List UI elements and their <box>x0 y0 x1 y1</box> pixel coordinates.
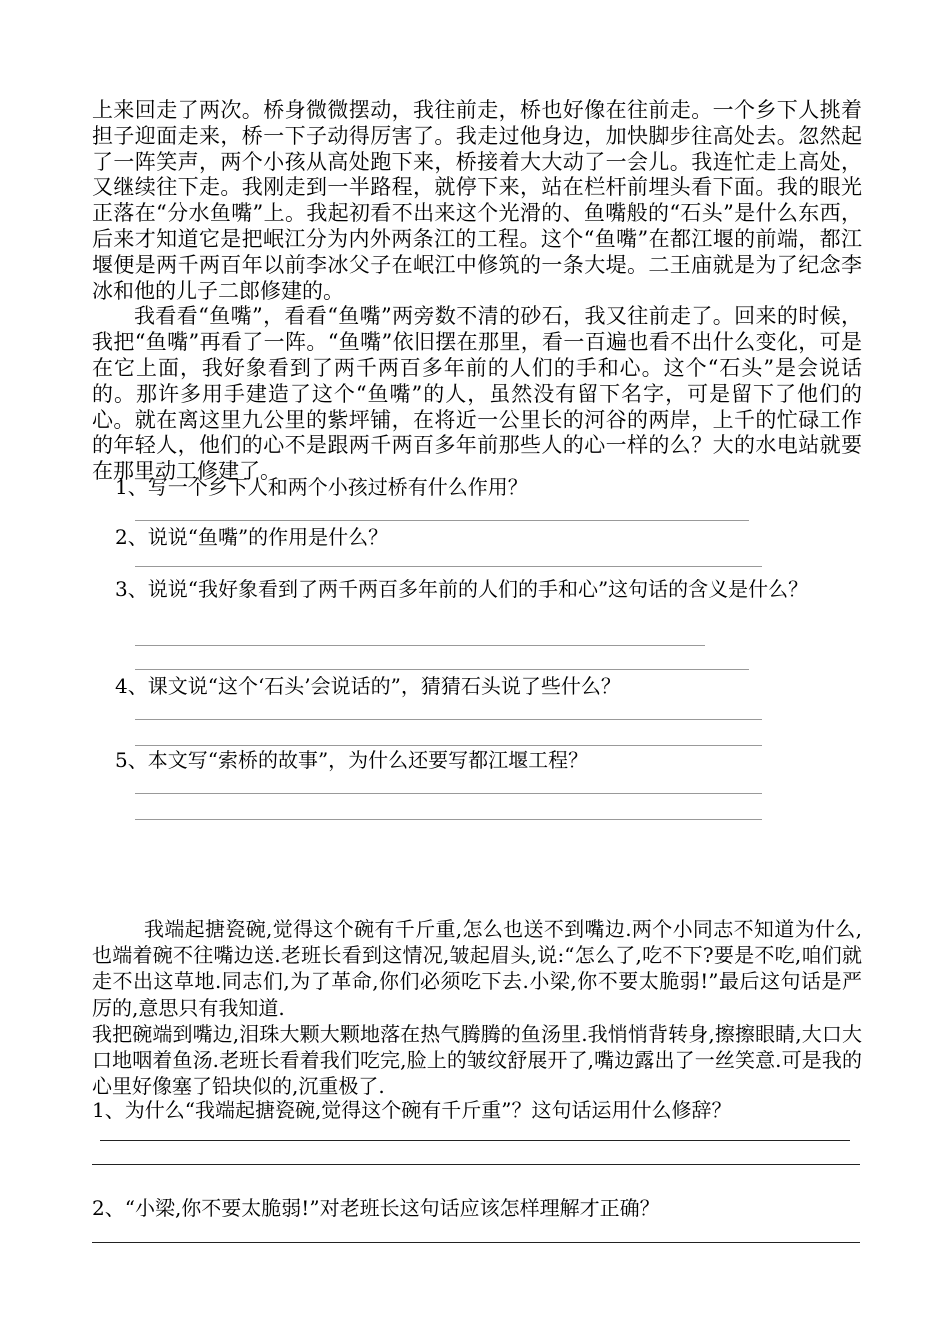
passage-2 <box>92 916 862 1099</box>
question-1-4: 4、课文说“这个‘石头’会说话的”，猜猜石头说了些什么？ <box>115 674 621 698</box>
passage-1-paragraph-2: 我看看“鱼嘴”，看看“鱼嘴”两旁数不清的砂石，我又往前走了。回来的时候，我把“鱼嘴”再看了一阵。“鱼嘴”依旧摆在那里，看一百遍也看不出什么变化，可是在它上面，我好象看到了两千两百多年前的人们的手和心。这个“石头”是会说话的。那许多用手建造了这个“鱼嘴”的人，虽然没有留下名字，可是留下了他们的心。就在离这里九公里的紫坪铺，在将近一公里长的河谷的两岸，上千的忙碌工作的年轻人，他们的心不是跟两千两百多年前那些人的心一样的么？大的水电站就要在那里动工修建了。 <box>92 304 862 484</box>
passage-1-paragraph-1: 上来回走了两次。桥身微微摆动，我往前走，桥也好像在往前走。一个乡下人挑着担子迎面走来，桥一下子动得厉害了。我走过他身边，加快脚步往高处去。忽然起了一阵笑声，两个小孩从高处跑下来，桥接着大大动了一会儿。我连忙走上高处，又继续往下走。我刚走到一半路程，就停下来，站在栏杆前埋头看下面。我的眼光正落在“分水鱼嘴”上。我起初看不出来这个光滑的、鱼嘴般的“石头”是什么东西，后来才知道它是把岷江分为内外两条江的工程。这个“鱼嘴”在都江堰的前端，都江堰便是两千两百年以前李冰父子在岷江中修筑的一条大堤。二王庙就是为了纪念李冰和他的儿子二郎修建的。 <box>92 98 862 303</box>
answer-line[interactable] <box>135 669 749 670</box>
answer-line[interactable] <box>135 745 762 746</box>
passage-1 <box>92 98 862 485</box>
answer-line[interactable] <box>100 1140 850 1141</box>
question-1-1: 1、写一个乡下人和两个小孩过桥有什么作用？ <box>115 475 528 499</box>
answer-line[interactable] <box>135 719 762 720</box>
passage-2-paragraph-1: 我端起搪瓷碗,觉得这个碗有千斤重,怎么也送不到嘴边.两个小同志不知道为什么,也端着碗不往嘴边送.老班长看到这情况,皱起眉头,说:“怎么了,吃不下?要是不吃,咱们就走不出这草地.同志们,为了革命,你们必须吃下去.小梁,你不要太脆弱!”最后这句话是严厉的,意思只有我知道. <box>92 917 862 1020</box>
question-1-2: 2、说说“鱼嘴”的作用是什么？ <box>115 525 389 549</box>
question-2-2: 2、“小梁,你不要太脆弱!”对老班长这句话应该怎样理解才正确？ <box>92 1196 660 1220</box>
answer-line[interactable] <box>92 1242 860 1243</box>
answer-line[interactable] <box>135 645 705 646</box>
answer-line[interactable] <box>135 520 749 521</box>
passage-2-paragraph-2: 我把碗端到嘴边,泪珠大颗大颗地落在热气腾腾的鱼汤里.我悄悄背转身,擦擦眼睛,大口大口地咽着鱼汤.老班长看着我们吃完,脸上的皱纹舒展开了,嘴边露出了一丝笑意.可是我的心里好像塞了铅块似的,沉重极了. <box>92 1021 862 1099</box>
answer-line[interactable] <box>135 566 762 567</box>
question-2-1: 1、为什么“我端起搪瓷碗,觉得这个碗有千斤重”？这句话运用什么修辞？ <box>92 1098 732 1122</box>
question-1-3: 3、说说“我好象看到了两千两百多年前的人们的手和心”这句话的含义是什么？ <box>115 577 809 601</box>
question-1-5: 5、本文写“索桥的故事”，为什么还要写都江堰工程？ <box>115 748 589 772</box>
answer-line[interactable] <box>135 819 762 820</box>
answer-line[interactable] <box>92 1164 860 1165</box>
answer-line[interactable] <box>135 793 762 794</box>
